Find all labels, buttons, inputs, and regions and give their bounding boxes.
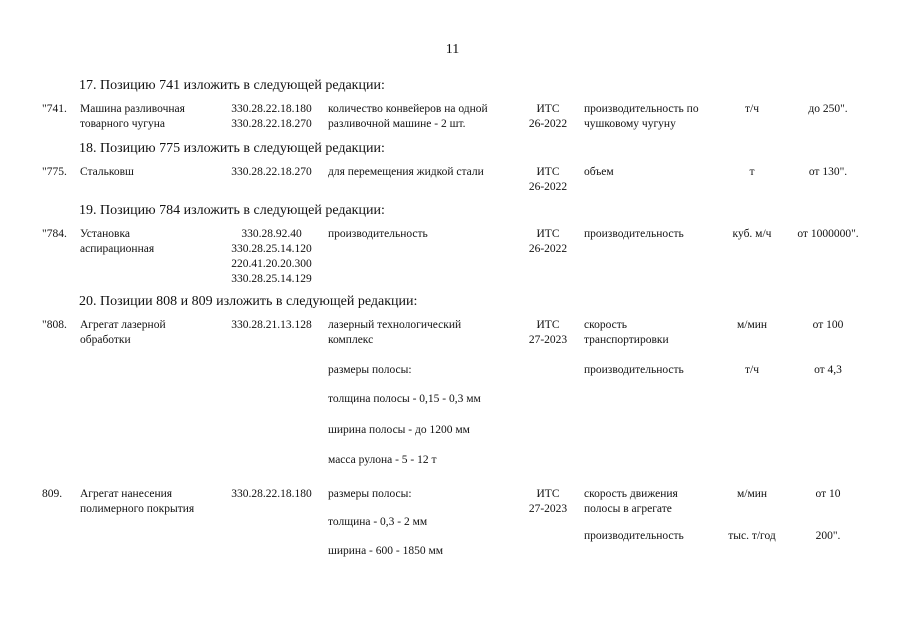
param-line: производительность (584, 228, 684, 240)
code-line: 330.28.25.14.129 (231, 273, 312, 285)
name-line: полимерного покрытия (80, 503, 195, 515)
value: от 130". (808, 166, 848, 178)
position-number: "741. (42, 103, 67, 115)
param-line: чушковому чугуну (584, 118, 676, 130)
char-line: разливочной машине - 2 шт. (328, 118, 466, 130)
param-line: скорость движения (584, 488, 678, 500)
itc-line: ИТС (536, 166, 560, 178)
okpd-codes (224, 102, 319, 132)
param-line: объем (584, 166, 614, 178)
value: от 10 (815, 488, 841, 500)
equipment-name (80, 165, 134, 180)
code-line: 330.28.92.40 (241, 228, 302, 240)
section-heading: 19. Позицию 784 изложить в следующей редакции: (79, 203, 385, 218)
param-line: полосы в агрегате (584, 503, 672, 515)
itc-reference (518, 165, 578, 195)
value: до 250". (808, 103, 848, 115)
param-line: производительность по (584, 103, 699, 115)
code-line: 330.28.22.18.270 (231, 166, 312, 178)
section-heading: 17. Позицию 741 изложить в следующей редакции: (79, 78, 385, 93)
characteristic (328, 102, 488, 132)
name-line: аспирационная (80, 243, 155, 255)
parameter (584, 165, 614, 180)
itc-line: ИТС (536, 319, 560, 331)
characteristic: масса рулона - 5 - 12 т (328, 454, 437, 466)
characteristic (328, 318, 461, 348)
position-number: "808. (42, 319, 67, 331)
value: от 4,3 (814, 364, 842, 376)
unit: м/мин (736, 488, 768, 500)
section-heading: 20. Позиции 808 и 809 изложить в следующей редакции: (79, 294, 418, 309)
char-line: производительность (328, 228, 428, 240)
itc-line: ИТС (536, 103, 560, 115)
unit: тыс. т/год (728, 530, 776, 542)
unit: т/ч (744, 364, 759, 376)
okpd-codes (224, 318, 319, 333)
value: 200". (815, 530, 841, 542)
itc-line: ИТС (536, 228, 560, 240)
parameter (584, 102, 699, 132)
position-number: 809. (42, 488, 63, 500)
unit: т/ч (744, 103, 759, 115)
parameter (584, 487, 678, 517)
okpd-codes (224, 487, 319, 502)
characteristic: ширина - 600 - 1850 мм (328, 545, 444, 557)
itc-reference (518, 318, 578, 348)
name-line: обработки (80, 334, 131, 346)
characteristic: толщина - 0,3 - 2 мм (328, 516, 428, 528)
char-line: количество конвейеров на одной (328, 103, 488, 115)
code-line: 220.41.20.20.300 (231, 258, 312, 270)
name-line: Стальковш (80, 166, 134, 178)
unit: м/мин (736, 319, 768, 331)
parameter: производительность (584, 364, 684, 376)
value: от 1000000". (797, 228, 859, 240)
name-line: Агрегат лазерной (80, 319, 166, 331)
code-line: 330.28.25.14.120 (231, 243, 312, 255)
char-line: лазерный технологический (328, 319, 462, 331)
position-number: "784. (42, 228, 67, 240)
position-number: "775. (42, 166, 67, 178)
param-line: транспортировки (584, 334, 669, 346)
parameter: производительность (584, 530, 684, 542)
code-line: 330.28.22.18.180 (231, 103, 312, 115)
itc-line: 26-2022 (528, 243, 568, 255)
itc-line: ИТС (536, 488, 560, 500)
name-line: Агрегат нанесения (80, 488, 173, 500)
page-number: 11 (445, 42, 460, 57)
characteristic: ширина полосы - до 1200 мм (328, 424, 470, 436)
characteristic (328, 165, 484, 180)
equipment-name (80, 227, 154, 257)
characteristic (328, 227, 428, 242)
characteristic: размеры полосы: (328, 364, 412, 376)
itc-reference (518, 102, 578, 132)
itc-reference (518, 227, 578, 257)
parameter (584, 318, 669, 348)
unit: т (749, 166, 755, 178)
name-line: товарного чугуна (80, 118, 165, 130)
equipment-name (80, 318, 166, 348)
name-line: Установка (80, 228, 130, 240)
characteristic: толщина полосы - 0,15 - 0,3 мм (328, 393, 481, 405)
code-line: 330.28.22.18.180 (231, 488, 312, 500)
unit: куб. м/ч (732, 228, 772, 240)
itc-reference (518, 487, 578, 517)
itc-line: 27-2023 (528, 503, 568, 515)
equipment-name (80, 487, 194, 517)
itc-line: 26-2022 (528, 118, 568, 130)
okpd-codes (224, 165, 319, 180)
char-line: комплекс (328, 334, 374, 346)
code-line: 330.28.22.18.270 (231, 118, 312, 130)
okpd-codes (224, 227, 319, 287)
section-heading: 18. Позицию 775 изложить в следующей редакции: (79, 141, 385, 156)
itc-line: 27-2023 (528, 334, 568, 346)
itc-line: 26-2022 (528, 181, 568, 193)
char-line: для перемещения жидкой стали (328, 166, 484, 178)
equipment-name (80, 102, 185, 132)
parameter (584, 227, 684, 242)
characteristic: размеры полосы: (328, 488, 412, 500)
name-line: Машина разливочная (80, 103, 185, 115)
value: от 100 (812, 319, 844, 331)
param-line: скорость (584, 319, 628, 331)
code-line: 330.28.21.13.128 (231, 319, 312, 331)
